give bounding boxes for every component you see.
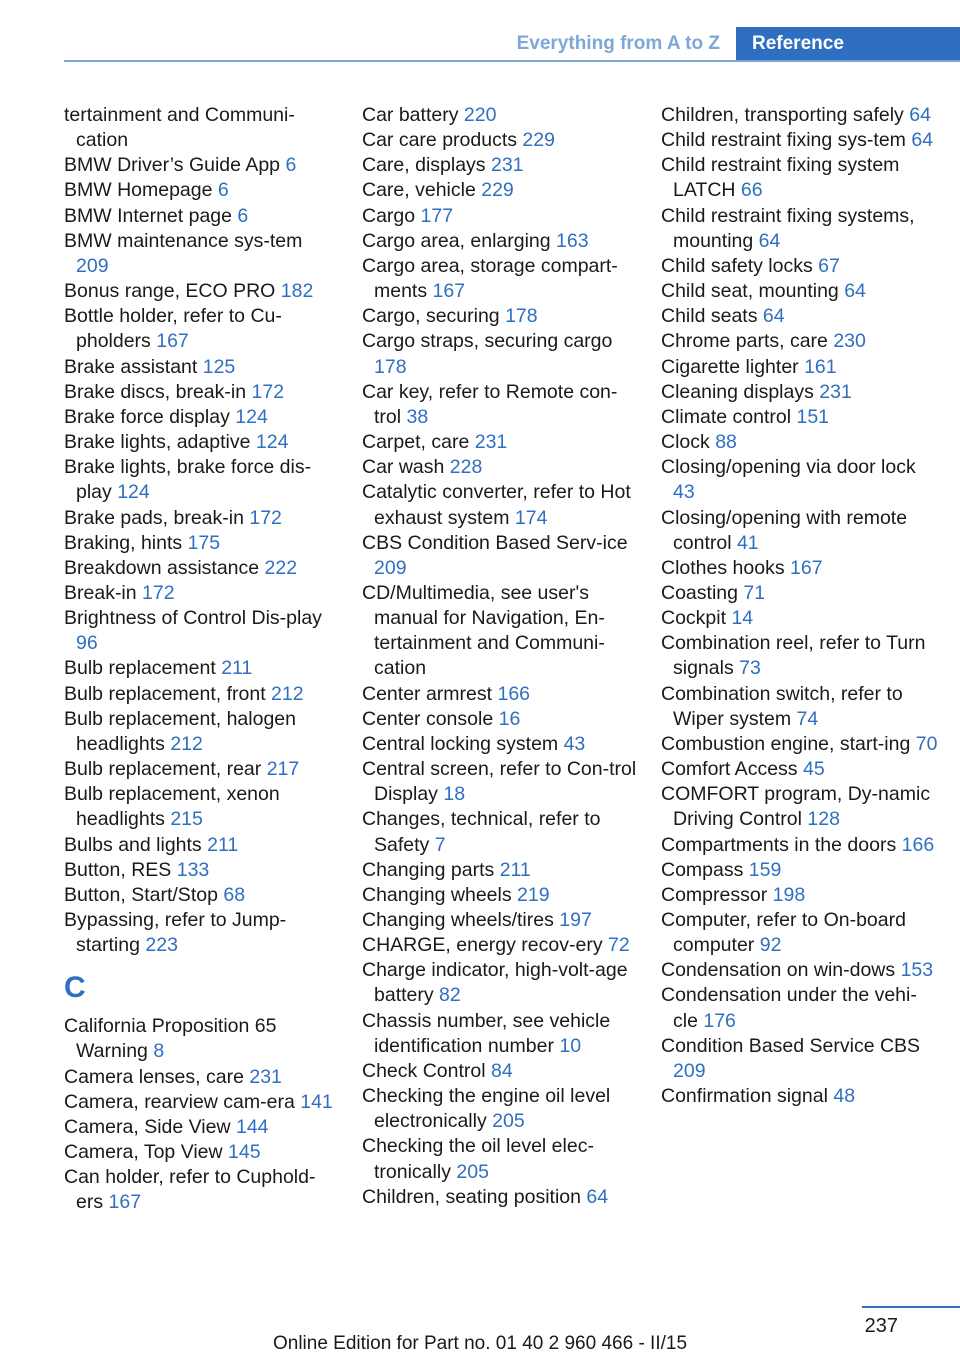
index-entry-term: Clothes hooks xyxy=(661,556,785,579)
index-entry-term: BMW Internet page xyxy=(64,204,232,227)
index-entry-term: Cargo, securing xyxy=(362,305,500,328)
index-entry-page-link[interactable]: 38 xyxy=(406,405,429,428)
index-entry-term: Bypassing, refer to Jump-starting xyxy=(64,909,287,957)
index-entry-page-link[interactable]: 220 xyxy=(463,104,497,126)
index-entry-term: Bulb replacement, rear xyxy=(64,758,262,781)
index-entry xyxy=(362,883,638,908)
index-entry-page-link[interactable]: 6 xyxy=(237,204,249,227)
index-column-1-entries xyxy=(64,103,336,958)
index-entry xyxy=(661,958,941,983)
index-entry xyxy=(362,1134,638,1184)
index-entry-page-link[interactable]: 45 xyxy=(802,758,825,781)
index-entry-page-link[interactable]: 82 xyxy=(439,984,461,1007)
index-column-2 xyxy=(362,103,638,1210)
index-entry xyxy=(64,103,336,153)
index-entry-term: Compass xyxy=(661,858,744,881)
index-entry-term: Cigarette lighter xyxy=(661,355,799,378)
index-entry-page-link[interactable]: 151 xyxy=(796,405,830,428)
index-entry-term: Bottle holder, refer to Cu-pholders xyxy=(64,305,282,353)
index-entry-term: Can holder, refer to Cuphold-ers xyxy=(64,1166,316,1214)
index-entry-page-link[interactable]: 8 xyxy=(153,1040,165,1063)
index-entry-page-link[interactable]: 7 xyxy=(434,833,446,856)
index-entry-term: Bulb replacement xyxy=(64,657,216,680)
index-entry-page-link[interactable]: 141 xyxy=(300,1090,333,1113)
index-entry-page-link[interactable]: 205 xyxy=(456,1160,489,1183)
index-entry xyxy=(64,1090,336,1115)
index-entry-page-link[interactable]: 229 xyxy=(481,179,514,202)
index-entry xyxy=(362,732,638,757)
index-entry-term: Climate control xyxy=(661,405,792,428)
index-entry xyxy=(64,782,336,832)
index-entry-term: Closing/opening via door lock xyxy=(661,456,916,479)
index-entry-term: Brake lights, brake force dis-play xyxy=(64,456,312,504)
index-entry-term: Child restraint fixing systems, mounting xyxy=(661,204,915,252)
index-entry-page-link[interactable]: 71 xyxy=(743,581,766,604)
index-entry-term: Child safety locks xyxy=(661,254,813,277)
index-entry-term: Child seats xyxy=(661,305,758,328)
index-entry-term: Bulb replacement, halogen headlights xyxy=(64,707,296,755)
index-entry-term: BMW Driver’s Guide App xyxy=(64,154,281,177)
index-entry-page-link[interactable]: 67 xyxy=(818,254,840,277)
index-entry-term: BMW maintenance sys-tem xyxy=(64,229,303,252)
index-column-3-entries xyxy=(661,103,941,1109)
index-entry xyxy=(362,1185,638,1210)
index-entry xyxy=(661,153,941,203)
index-entry xyxy=(661,556,941,581)
index-entry-page-link[interactable]: 167 xyxy=(432,280,466,303)
index-entry-term: Combination reel, refer to Turn signals xyxy=(661,632,926,680)
index-entry-term: Coasting xyxy=(661,581,738,604)
index-entry xyxy=(64,405,336,430)
index-entry xyxy=(362,128,638,153)
section-title: Everything from A to Z xyxy=(516,33,720,54)
index-entry-term: Computer, refer to On-board computer xyxy=(661,909,906,957)
index-entry-term: Condensation on win-dows xyxy=(661,959,896,982)
index-entry-page-link[interactable]: 64 xyxy=(762,305,785,328)
index-entry xyxy=(64,581,336,606)
index-entry-page-link[interactable]: 64 xyxy=(911,129,934,152)
index-entry-page-link[interactable]: 159 xyxy=(748,858,782,881)
index-entry xyxy=(661,355,941,380)
index-entry-page-link[interactable]: 212 xyxy=(271,682,304,705)
index-entry-page-link[interactable]: 153 xyxy=(900,959,934,982)
index-entry-term: Car key, refer to Remote con-trol xyxy=(362,380,618,428)
index-entry xyxy=(64,178,336,203)
index-entry xyxy=(661,631,941,681)
index-entry-term: COMFORT program, Dy-namic Driving Control xyxy=(661,783,931,831)
index-entry xyxy=(661,983,941,1033)
index-entry-page-link[interactable]: 178 xyxy=(505,305,538,328)
index-entry-term: California Proposition 65 Warning xyxy=(64,1015,277,1063)
index-entry xyxy=(362,329,638,379)
index-entry-page-link[interactable]: 72 xyxy=(608,934,630,957)
index-entry-page-link[interactable]: 231 xyxy=(249,1065,282,1088)
edition-footer: Online Edition for Part no. 01 40 2 960 466 - II/15 xyxy=(272,1333,688,1354)
index-entry xyxy=(64,455,336,505)
index-entry-page-link[interactable]: 68 xyxy=(223,883,246,906)
index-entry-term: Central locking system xyxy=(362,732,559,755)
index-entry-term: Care, vehicle xyxy=(362,179,476,202)
index-entry-page-link[interactable]: 73 xyxy=(739,657,761,680)
index-entry xyxy=(661,782,941,832)
index-entry-page-link[interactable]: 64 xyxy=(758,229,781,252)
index-entry-page-link[interactable]: 125 xyxy=(202,355,236,378)
index-entry-page-link[interactable]: 231 xyxy=(474,431,508,454)
index-entry-page-link[interactable]: 14 xyxy=(731,607,754,630)
index-entry-page-link[interactable]: 10 xyxy=(559,1034,582,1057)
index-entry-page-link[interactable]: 92 xyxy=(759,934,782,957)
index-entry xyxy=(661,204,941,254)
index-entry-term: Button, Start/Stop xyxy=(64,883,218,906)
index-entry-term: Breakdown assistance xyxy=(64,556,260,579)
index-entry-term: CD/Multimedia, see user's manual for Navigation, En-tertainment and Communi-cation xyxy=(362,581,605,680)
index-entry-page-link[interactable]: 18 xyxy=(443,783,466,806)
index-entry-term: Check Control xyxy=(362,1059,486,1082)
index-entry-page-link[interactable]: 175 xyxy=(187,531,221,554)
index-column-3 xyxy=(661,103,941,1109)
index-entry xyxy=(661,254,941,279)
index-entry-term: Catalytic converter, refer to Hot exhaust system xyxy=(362,481,631,529)
index-entry-page-link[interactable]: 172 xyxy=(142,581,175,604)
index-entry xyxy=(64,707,336,757)
index-column-1 xyxy=(64,103,336,1216)
page-number: 237 xyxy=(864,1315,898,1337)
index-entry-term: Brake discs, break-in xyxy=(64,380,247,403)
index-entry-term: Car care products xyxy=(362,129,517,152)
index-entry-term: Cargo area, storage compart-ments xyxy=(362,254,618,303)
index-entry-page-link[interactable]: 41 xyxy=(736,531,759,554)
index-entry-term: Child restraint fixing sys-tem xyxy=(661,129,906,152)
index-entry xyxy=(64,656,336,681)
chapter-tab: Reference xyxy=(736,27,960,60)
index-entry-term: Center armrest xyxy=(362,682,493,705)
index-entry-term: Bonus range, ECO PRO xyxy=(64,280,276,303)
index-entry xyxy=(362,229,638,254)
index-entry xyxy=(64,304,336,354)
index-entry xyxy=(362,682,638,707)
index-entry-term: Care, displays xyxy=(362,154,486,177)
index-entry xyxy=(64,1165,336,1215)
index-entry-page-link[interactable]: 124 xyxy=(255,431,289,454)
index-entry-page-link[interactable]: 174 xyxy=(514,506,548,529)
index-entry xyxy=(64,858,336,883)
index-entry-page-link[interactable]: 172 xyxy=(251,380,285,403)
index-entry xyxy=(64,606,336,656)
header-rule xyxy=(64,60,960,62)
index-entry xyxy=(362,807,638,857)
index-entry-term: Central screen, refer to Con-trol Display xyxy=(362,758,637,806)
index-entry xyxy=(362,178,638,203)
index-entry-term: Brake assistant xyxy=(64,355,198,378)
index-entry xyxy=(64,757,336,782)
index-entry-term: Closing/opening with remote control xyxy=(661,506,908,554)
index-entry-term: Chassis number, see vehicle identification number xyxy=(362,1009,611,1057)
index-entry-term: Combination switch, refer to Wiper system xyxy=(661,682,903,730)
index-entry xyxy=(661,858,941,883)
index-entry-term: Confirmation signal xyxy=(661,1085,828,1108)
index-entry-term: Brake force display xyxy=(64,405,230,428)
index-entry-term: Combustion engine, start-ing xyxy=(661,732,911,755)
index-entry-page-link[interactable]: 211 xyxy=(499,858,531,881)
index-entry-term: BMW Homepage xyxy=(64,179,213,202)
index-entry-term: Chrome parts, care xyxy=(661,330,828,353)
index-entry-term: Changes, technical, refer to Safety xyxy=(362,808,601,856)
index-entry-page-link[interactable]: 167 xyxy=(790,556,823,579)
index-entry xyxy=(64,1065,336,1090)
index-entry-page-link[interactable]: 209 xyxy=(374,556,407,579)
index-entry xyxy=(362,933,638,958)
index-entry-page-link[interactable]: 70 xyxy=(915,732,938,755)
index-entry xyxy=(661,732,941,757)
index-entry-page-link[interactable]: 64 xyxy=(844,280,866,303)
index-entry-page-link[interactable]: 74 xyxy=(796,707,819,730)
index-entry-term: tertainment and Communi-cation xyxy=(64,104,295,152)
index-entry-page-link[interactable]: 215 xyxy=(170,808,203,831)
index-entry xyxy=(661,833,941,858)
index-entry xyxy=(64,355,336,380)
index-entry-page-link[interactable]: 230 xyxy=(833,330,866,353)
index-entry xyxy=(661,380,941,405)
index-entry xyxy=(362,380,638,430)
index-entry-term: Brake pads, break-in xyxy=(64,506,244,529)
index-entry-term: Changing parts xyxy=(362,858,495,881)
index-entry-page-link[interactable]: 167 xyxy=(108,1191,142,1214)
index-entry-term: Checking the engine oil level electronically xyxy=(362,1085,611,1133)
index-entry xyxy=(362,430,638,455)
index-entry-page-link[interactable]: 84 xyxy=(490,1059,513,1082)
index-entry-term: Car wash xyxy=(362,456,445,479)
index-entry-page-link[interactable]: 43 xyxy=(673,481,695,504)
index-entry-page-link[interactable]: 64 xyxy=(909,104,931,126)
index-entry xyxy=(661,908,941,958)
index-entry xyxy=(64,506,336,531)
index-entry-term: Compartments in the doors xyxy=(661,833,897,856)
index-entry xyxy=(64,204,336,229)
index-entry-page-link[interactable]: 163 xyxy=(556,229,589,252)
index-entry-term: Bulb replacement, xenon headlights xyxy=(64,783,280,831)
index-entry xyxy=(362,858,638,883)
index-entry-term: Compressor xyxy=(661,883,768,906)
index-entry-page-link[interactable]: 198 xyxy=(772,883,806,906)
index-entry xyxy=(661,103,941,128)
index-entry-term: Camera, rearview cam-era xyxy=(64,1090,295,1113)
index-entry-page-link[interactable]: 209 xyxy=(673,1059,706,1082)
index-entry-term: Children, transporting safely xyxy=(661,104,904,126)
index-entry-page-link[interactable]: 172 xyxy=(249,506,282,529)
index-entry-page-link[interactable]: 211 xyxy=(221,657,253,680)
index-entry-term: Camera, Top View xyxy=(64,1141,223,1164)
index-entry-page-link[interactable]: 182 xyxy=(280,280,314,303)
index-entry-term: Brake lights, adaptive xyxy=(64,431,251,454)
index-entry-page-link[interactable]: 177 xyxy=(420,204,454,227)
index-entry xyxy=(362,103,638,128)
index-entry xyxy=(362,908,638,933)
index-entry xyxy=(661,1084,941,1109)
index-entry-page-link[interactable]: 124 xyxy=(117,481,150,504)
index-entry xyxy=(64,1014,336,1064)
index-entry xyxy=(661,581,941,606)
index-entry-page-link[interactable]: 161 xyxy=(804,355,837,378)
index-entry xyxy=(362,958,638,1008)
index-entry xyxy=(661,279,941,304)
index-entry xyxy=(362,455,638,480)
index-entry-page-link[interactable]: 166 xyxy=(901,833,935,856)
index-entry-page-link[interactable]: 197 xyxy=(559,909,592,931)
index-entry xyxy=(64,229,336,279)
index-entry-term: Cleaning displays xyxy=(661,380,814,403)
index-entry-page-link[interactable]: 48 xyxy=(833,1085,856,1108)
footer-rule xyxy=(862,1306,960,1308)
index-entry xyxy=(661,506,941,556)
index-entry-term: Bulb replacement, front xyxy=(64,682,266,705)
index-entry xyxy=(64,908,336,958)
index-entry xyxy=(64,556,336,581)
index-entry-term: Cargo area, enlarging xyxy=(362,229,551,252)
index-entry-term: Children, seating position xyxy=(362,1185,581,1208)
index-entry-page-link[interactable]: 16 xyxy=(498,707,521,730)
index-entry-page-link[interactable]: 178 xyxy=(374,355,407,378)
index-entry xyxy=(64,883,336,908)
index-entry-page-link[interactable]: 144 xyxy=(235,1115,269,1138)
index-entry xyxy=(362,1009,638,1059)
index-entry xyxy=(661,682,941,732)
index-entry xyxy=(661,128,941,153)
index-entry xyxy=(64,833,336,858)
index-entry-page-link[interactable]: 211 xyxy=(207,833,239,856)
index-entry xyxy=(362,304,638,329)
index-entry-term: Center console xyxy=(362,707,494,730)
index-entry-term: Checking the oil level elec-tronically xyxy=(362,1135,594,1183)
index-entry-page-link[interactable]: 167 xyxy=(156,330,189,353)
index-entry xyxy=(64,380,336,405)
index-entry xyxy=(661,883,941,908)
index-entry-page-link[interactable]: 6 xyxy=(285,154,297,177)
index-entry xyxy=(362,480,638,530)
index-entry-term: Cockpit xyxy=(661,607,727,630)
index-entry-page-link[interactable]: 205 xyxy=(492,1110,525,1133)
index-entry xyxy=(64,153,336,178)
index-entry-page-link[interactable]: 209 xyxy=(76,254,109,277)
index-column-1-c-entries xyxy=(64,1014,336,1215)
index-entry-term: Clock xyxy=(661,431,710,454)
index-entry-term: Brightness of Control Dis-play xyxy=(64,607,322,630)
index-entry xyxy=(64,531,336,556)
index-entry xyxy=(661,430,941,455)
index-entry-page-link[interactable]: 64 xyxy=(586,1185,609,1208)
index-entry-page-link[interactable]: 66 xyxy=(740,179,763,202)
index-entry xyxy=(64,430,336,455)
index-entry-page-link[interactable]: 228 xyxy=(449,456,483,479)
index-entry-page-link[interactable]: 223 xyxy=(145,934,178,957)
index-entry-term: Break-in xyxy=(64,581,137,604)
index-entry-page-link[interactable]: 212 xyxy=(170,732,203,755)
index-entry xyxy=(661,455,941,505)
index-entry-term: Changing wheels xyxy=(362,883,512,906)
index-entry xyxy=(64,1115,336,1140)
index-entry-page-link[interactable]: 124 xyxy=(235,405,268,428)
index-entry-term: Carpet, care xyxy=(362,431,470,454)
index-entry-term: Comfort Access xyxy=(661,758,798,781)
index-entry-page-link[interactable]: 229 xyxy=(522,129,555,152)
index-entry xyxy=(64,279,336,304)
index-entry-term: Charge indicator, high-volt-age battery xyxy=(362,959,628,1007)
index-entry xyxy=(661,606,941,631)
index-letter-heading: C xyxy=(64,971,86,1005)
index-entry-page-link[interactable]: 231 xyxy=(819,380,852,403)
index-entry-term: Camera, Side View xyxy=(64,1115,231,1138)
index-entry xyxy=(661,405,941,430)
index-entry-page-link[interactable]: 145 xyxy=(228,1141,261,1164)
index-entry-term: Cargo xyxy=(362,204,416,227)
index-entry-page-link[interactable]: 133 xyxy=(176,858,210,881)
index-entry-term: Car battery xyxy=(362,104,459,126)
index-entry-term: Condensation under the vehi-cle xyxy=(661,984,917,1032)
index-entry-page-link[interactable]: 128 xyxy=(807,808,840,831)
index-entry-page-link[interactable]: 6 xyxy=(217,179,229,202)
index-entry-page-link[interactable]: 231 xyxy=(490,154,524,177)
index-entry-term: Condition Based Service CBS xyxy=(661,1034,921,1057)
index-entry-term: Button, RES xyxy=(64,858,172,881)
index-entry xyxy=(362,254,638,304)
index-entry xyxy=(362,707,638,732)
index-entry xyxy=(362,531,638,581)
index-entry-page-link[interactable]: 96 xyxy=(76,632,98,655)
index-entry-page-link[interactable]: 88 xyxy=(715,431,737,454)
index-entry xyxy=(661,329,941,354)
index-entry-term: Child seat, mounting xyxy=(661,280,839,303)
index-entry-page-link[interactable]: 219 xyxy=(517,883,550,906)
index-entry-term: CHARGE, energy recov-ery xyxy=(362,934,603,957)
index-entry-term: Changing wheels/tires xyxy=(362,909,554,931)
index-entry-term: Camera lenses, care xyxy=(64,1065,244,1088)
index-entry-term: Child restraint fixing system LATCH xyxy=(661,154,900,202)
index-entry xyxy=(661,757,941,782)
index-entry xyxy=(362,1084,638,1134)
index-entry-term: Bulbs and lights xyxy=(64,833,202,856)
index-entry-page-link[interactable]: 166 xyxy=(497,682,531,705)
index-entry xyxy=(661,304,941,329)
index-entry xyxy=(362,581,638,682)
index-entry xyxy=(661,1034,941,1084)
index-entry-page-link[interactable]: 222 xyxy=(264,556,298,579)
index-entry-page-link[interactable]: 43 xyxy=(563,732,586,755)
index-entry xyxy=(64,682,336,707)
index-entry-page-link[interactable]: 176 xyxy=(703,1009,736,1032)
index-entry xyxy=(362,757,638,807)
index-entry xyxy=(362,204,638,229)
index-entry-page-link[interactable]: 217 xyxy=(266,758,300,781)
index-entry-term: Braking, hints xyxy=(64,531,183,554)
index-entry-term: Cargo straps, securing cargo xyxy=(362,330,613,353)
index-entry-term: CBS Condition Based Serv-ice xyxy=(362,531,628,554)
index-entry xyxy=(362,1059,638,1084)
index-entry xyxy=(362,153,638,178)
index-entry xyxy=(64,1140,336,1165)
index-column-2-entries xyxy=(362,103,638,1210)
